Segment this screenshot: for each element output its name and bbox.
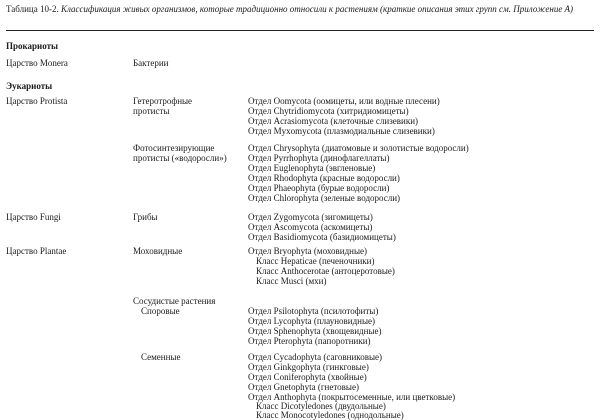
class-item: Класс Hepaticae (печеночники) (256, 256, 375, 266)
group-bryophytes: Моховидные (133, 246, 183, 256)
kingdom-fungi: Царство Fungi (6, 212, 61, 222)
division-item: Отдел Sphenophyta (хвощевидные) (248, 326, 382, 336)
division-item: Отдел Chrysophyta (диатомовые и золотистые водоросли) (248, 143, 469, 153)
group-photosynthetic-line2: протисты («водоросли») (133, 153, 227, 163)
division-item: Отдел Ginkgophyta (гинкговые) (248, 362, 369, 372)
division-item: Отдел Bryophyta (моховидные) (248, 246, 367, 256)
class-item: Класс Dicotyledones (двудольные) (256, 401, 386, 411)
caption-text: Классификация живых организмов, которые традиционно относили к растениям (краткие описания этих групп см. Приложение А) (61, 4, 574, 14)
group-heterotrophic-line1: Гетеротрофные (133, 96, 193, 106)
group-bacteria: Бактерии (133, 58, 169, 68)
group-photosynthetic-line1: Фотосинтезирующие (133, 143, 215, 153)
division-item: Отдел Coniferophyta (хвойные) (248, 372, 367, 382)
division-item: Отдел Chytridiomycota (хитридиомицеты) (248, 106, 409, 116)
eukaryotes-heading: Эукариоты (6, 81, 53, 91)
class-item: Класс Monocotyledones (однодольные) (256, 410, 404, 420)
kingdom-monera: Царство Monera (6, 58, 68, 68)
division-item: Отдел Cycadophyta (саговниковые) (248, 352, 383, 362)
group-fungi: Грибы (133, 212, 158, 222)
division-item: Отдел Acrasiomycota (клеточные слизевики) (248, 116, 419, 126)
division-item: Отдел Lycophyta (плауновидные) (248, 316, 376, 326)
group-vascular-plants: Сосудистые растения (133, 296, 216, 306)
division-item: Отдел Psilotophyta (псилотофиты) (248, 306, 379, 316)
division-item: Отдел Euglenophyta (эвгленовые) (248, 163, 376, 173)
division-item: Отдел Phaeophyta (бурые водоросли) (248, 183, 390, 193)
division-item: Отдел Ascomycota (аскомицеты) (248, 222, 373, 232)
division-item: Отдел Gnetophyta (гнетовые) (248, 382, 359, 392)
top-rule (6, 30, 594, 31)
division-item: Отдел Pyrrhophyta (динофлагеллаты) (248, 153, 390, 163)
division-item: Отдел Oomycota (оомицеты, или водные плесени) (248, 96, 440, 106)
division-item: Отдел Chlorophyta (зеленые водоросли) (248, 193, 401, 203)
division-item: Отдел Basidiomycota (базидиомицеты) (248, 232, 396, 242)
kingdom-plantae: Царство Plantae (6, 246, 67, 256)
division-item: Отдел Anthophyta (покрытосеменные, или цветковые) (248, 392, 456, 402)
division-item: Отдел Pterophyta (папоротники) (248, 336, 371, 346)
table-caption (6, 4, 594, 15)
group-seed-plants: Семенные (141, 352, 181, 362)
division-item: Отдел Zygomycota (зигомицеты) (248, 212, 373, 222)
kingdom-protista: Царство Protista (6, 96, 68, 106)
class-item: Класс Musci (мхи) (256, 276, 327, 286)
division-item: Отдел Rhodophyta (красные водоросли) (248, 173, 400, 183)
division-item: Отдел Myxomycota (плазмодиальные слизевики) (248, 126, 435, 136)
class-item: Класс Anthocerotae (антоцеротовые) (256, 266, 395, 276)
prokaryotes-heading: Прокариоты (6, 41, 59, 51)
group-heterotrophic-line2: протисты (133, 106, 170, 116)
group-spore-plants: Споровые (141, 306, 180, 316)
caption-number: Таблица 10-2. (6, 4, 59, 14)
